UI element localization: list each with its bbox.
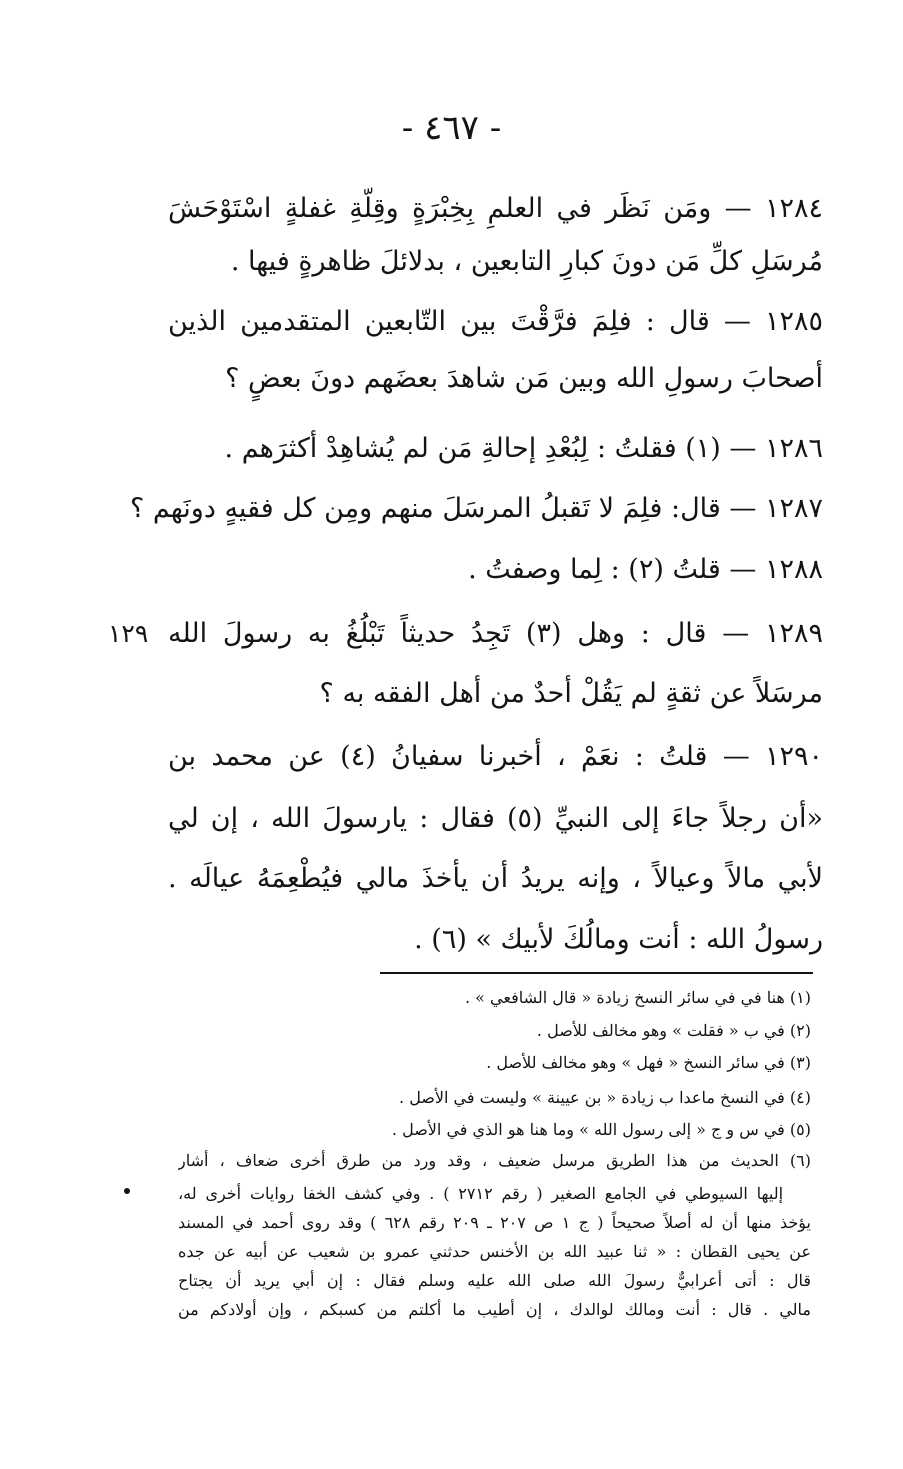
body-line: ١٢٨٧ — قال: فلِمَ لا تَقبلُ المرسَلَ منهم ومِن كل فقيهٍ دونَهم ؟ — [129, 493, 823, 524]
footnote-line: (٢) في ب « فقلت » وهو مخالف للأصل . — [536, 1021, 811, 1040]
footnote-line: إليها السيوطي في الجامع الصغير ( رقم ٢٧١٢ ) . وفي كشف الخفا روايات أخرى له، — [178, 1184, 783, 1203]
footnote-line: عن يحيى القطان : « ثنا عبيد الله بن الأخنس حدثني عمرو بن شعيب عن أبيه عن جده — [178, 1242, 811, 1261]
body-line: ١٢٨٦ — (١) فقلتُ : لِبُعْدِ إحالةِ مَن لم يُشاهِدْ أكثرَهم . — [224, 433, 823, 464]
margin-dot-mark — [124, 1188, 130, 1194]
footnote-line: مالي . قال : أنت ومالك لوالدك ، إن أطيب ما أكلتم من كسبكم ، وإن أولادكم من — [178, 1300, 811, 1319]
page-number: - ٤٦٧ - — [401, 108, 502, 148]
body-line: لأبي مالاً وعيالاً ، وإنه يريدُ أن يأخذَ مالي فيُطْعِمَهُ عيالَه . — [168, 863, 823, 894]
body-line: ١٢٨٩ — قال : وهل (٣) تَجِدُ حديثاً تَبْلُغُ به رسولَ الله — [168, 618, 823, 649]
footnote-line: (٥) في س و ج « إلى رسول الله » وما هنا هو الذي في الأصل . — [391, 1120, 811, 1139]
footnote-line: (٦) الحديث من هذا الطريق مرسل ضعيف ، وقد ورد من طرق أخرى ضعاف ، أشار — [178, 1151, 811, 1170]
footnote-line: (١) هنا في في سائر النسخ زيادة « قال الشافعي » . — [465, 988, 811, 1007]
footnote-line: (٣) في سائر النسخ « فهل » وهو مخالف للأصل . — [486, 1053, 811, 1072]
footnote-line: (٤) في النسخ ماعدا ب زيادة « بن عيينة » وليست في الأصل . — [399, 1088, 811, 1107]
body-line: أصحابَ رسولِ الله وبين مَن شاهدَ بعضَهم دونَ بعضٍ ؟ — [225, 363, 823, 394]
body-line: مرسَلاً عن ثقةٍ لم يَقُلْ أحدٌ من أهل الفقه به ؟ — [319, 678, 823, 709]
footnote-line: يؤخذ منها أن له أصلاً صحيحاً ( ج ١ ص ٢٠٧ ـ ٢٠٩ رقم ٦٢٨ ) وقد روى أحمد في المسند — [178, 1213, 811, 1232]
footnote-line: قال : أتى أعرابيٌّ رسولَ الله صلى الله عليه وسلم فقال : إن أبي يريد أن يجتاح — [178, 1271, 811, 1290]
margin-page-reference: ١٢٩ — [108, 619, 149, 648]
body-line: مُرسَلِ كلِّ مَن دونَ كبارِ التابعين ، بدلائلَ ظاهرةٍ فيها . — [230, 246, 823, 277]
body-line: ١٢٨٥ — قال : فلِمَ فرَّقْتَ بين التّابعين المتقدمين الذين — [168, 306, 823, 337]
body-line: رسولُ الله : أنت ومالُكَ لأبيك » (٦) . — [414, 924, 823, 955]
body-line: «أن رجلاً جاءَ إلى النبيِّ (٥) فقال : يارسولَ الله ، إن لي — [168, 803, 823, 834]
body-line: ١٢٩٠ — قلتُ : نعَمْ ، أخبرنا سفيانُ (٤) عن محمد بن — [168, 741, 823, 772]
footnote-divider — [380, 972, 813, 974]
body-line: ١٢٨٨ — قلتُ (٢) : لِما وصفتُ . — [468, 554, 823, 585]
body-line: ١٢٨٤ — ومَن نَظَر في العلمِ بِخِبْرَةٍ وقِلّةِ غفلةٍ اسْتَوْحَشَ — [168, 193, 823, 224]
